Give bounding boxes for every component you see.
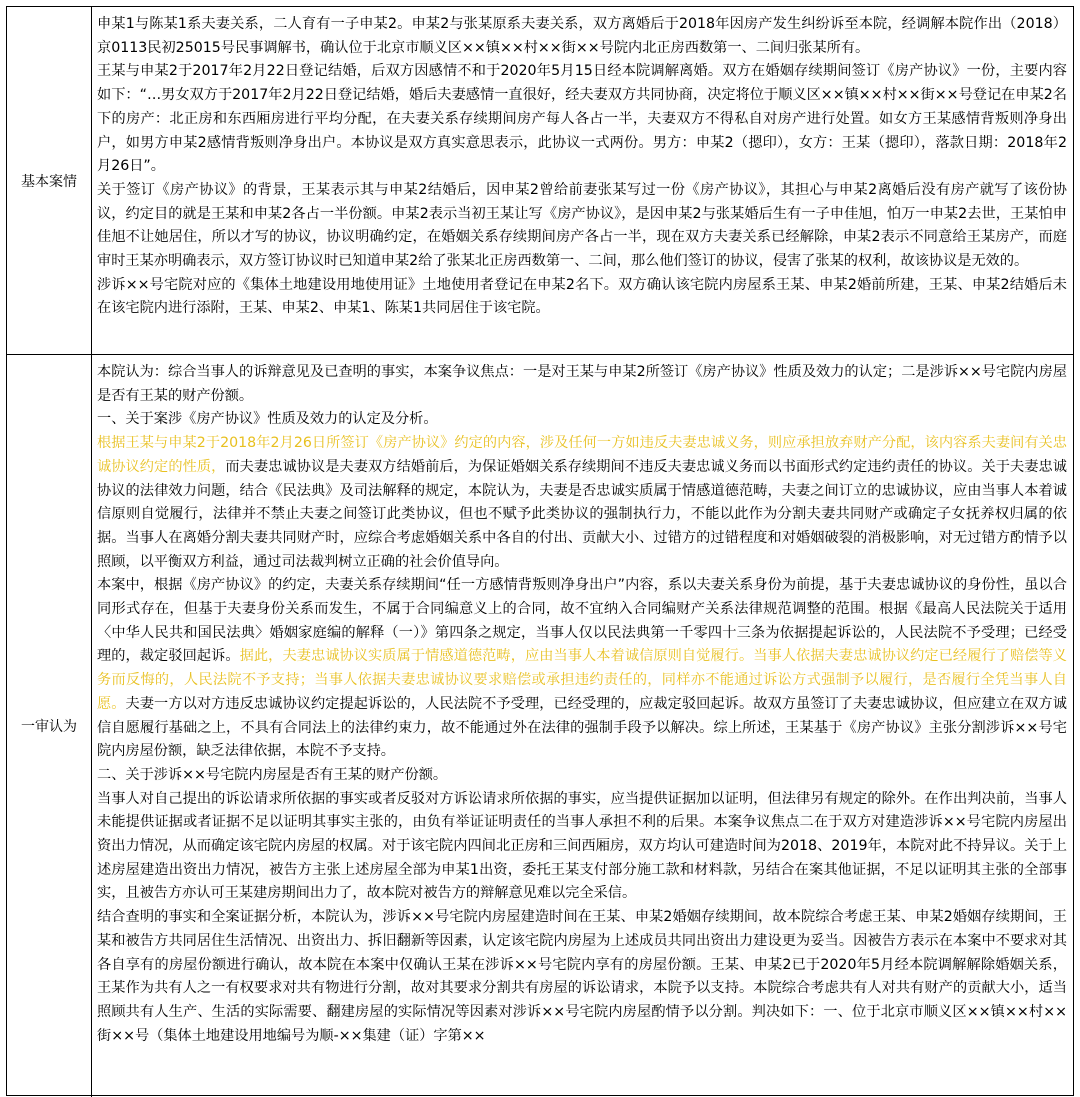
basic-facts-row: [7, 7, 1073, 355]
first-instance-row: [7, 355, 1073, 1097]
highlighted-text: 据此，夫妻忠诚协议实质属于情感道德范畴，应由当事人本着诚信原则自觉履行。当事人依据夫妻忠诚协议约定已经履行了赔偿等义务而反悔的，人民法院不予支持；当事人依据夫妻忠诚协议要求赔偿或承担违约责任的，同样亦不能通过诉讼方式强制予以履行，是否履行全凭当事人自愿。: [97, 648, 1067, 712]
opinion-paragraph-4: [97, 574, 1067, 764]
first-instance-content: [92, 355, 1073, 1048]
basic-facts-label: 基本案情: [7, 7, 92, 354]
opinion-heading-1: 一、关于案涉《房产协议》性质及效力的认定及分析。: [97, 411, 438, 428]
facts-paragraph-3: 关于签订《房产协议》的背景，王某表示其与申某2结婚后，因申某2曾给前妻张某写过一份《房产协议》，其担心与申某2离婚后没有房产就写了该份协议，约定目的就是王某和申某2各占一半份额。申某2表示当初王某让写《房产协议》，是因申某2与张某婚后生有一子申佳旭，怕万一申某2去世，王某怕申佳旭不让她居住，所以才写的协议，协议明确约定，在婚姻关系存续期间房产各占一半，现在双方夫妻关系已经解除，申某2表示不同意给王某房产，而庭审时王某亦明确表示，双方签订协议时已知道申某2给了张某北正房西数第一、二间，那么他们签订的协议，侵害了张某的权利，故该协议是无效的。: [97, 181, 1067, 270]
opinion-heading-2: 二、关于涉诉××号宅院内房屋是否有王某的财产份额。: [97, 766, 448, 783]
paragraph-text: 夫妻一方以对方违反忠诚协议约定提起诉讼的，人民法院不予受理，已经受理的，应裁定驳回起诉。故双方虽签订了夫妻忠诚协议，但应建立在双方诚信自愿履行基础之上，不具有合同法上的法律约束力，故不能通过外在法律的强制手段予以解决。综上所述，王某基于《房产协议》主张分割涉诉××号宅院内房屋份额，缺乏法律依据，本院不予支持。: [97, 695, 1067, 760]
basic-facts-content: [92, 7, 1073, 321]
opinion-paragraph-7: 结合查明的事实和全案证据分析，本院认为，涉诉××号宅院内房屋建造时间在王某、申某2婚姻存续期间，故本院综合考虑王某、申某2婚姻存续期间，王某和被告方共同居住生活情况、出资出力、拆旧翻新等因素，认定该宅院内房屋为上述成员共同出资出力建设更为妥当。因被告方表示在本案中不要求对其各自享有的房屋份额进行确认，故本院在本案中仅确认王某在涉诉××号宅院内享有的房屋份额。王某、申某2已于2020年5月经本院调解解除婚姻关系，王某作为共有人之一有权要求对共有物进行分割，故对其要求分割共有房屋的诉讼请求，本院予以支持。本院综合考虑共有人对共有财产的贡献大小，适当照顾共有人生产、生活的实际需要、翻建房屋的实际情况等因素对涉诉××号宅院内房屋酌情予以分割。判决如下：一、位于北京市顺义区××镇××村××街××号（集体土地建设用地编号为顺-××集建（证）字第××: [97, 909, 1067, 1044]
opinion-paragraph-6: 当事人对自己提出的诉讼请求所依据的事实或者反驳对方诉讼请求所依据的事实，应当提供证据加以证明，但法律另有规定的除外。在作出判决前，当事人未能提供证据或者证据不足以证明其事实主张的，由负有举证证明责任的当事人承担不利的后果。本案争议焦点二在于双方对建造涉诉××号宅院内房屋出资出力情况，从而确定该宅院内房屋的权属。对于该宅院内四间北正房和三间西厢房，双方均认可建造时间为2018、2019年，本院对此不持异议。关于上述房屋建造出资出力情况，被告方主张上述房屋全部为申某1出资，委托王某支付部分施工款和材料款，另结合在案其他证据，不足以证明其主张的全部事实，且被告方亦认可王某建房期间出力了，故本院对被告方的辩解意见难以完全采信。: [97, 790, 1067, 902]
paragraph-text: 而夫妻忠诚协议是夫妻双方结婚前后，为保证婚姻关系存续期间不违反夫妻忠诚义务而以书面形式约定违约责任的协议。关于夫妻忠诚协议的法律效力问题，结合《民法典》及司法解释的规定，本院认为，夫妻是否忠诚实质属于情感道德范畴，夫妻之间订立的忠诚协议，应由当事人本着诚信原则自觉履行，法律并不禁止夫妻之间签订此类协议，但也不赋予此类协议的强制执行力，不能以此作为分割夫妻共同财产或确定子女抚养权归属的依据。当事人在离婚分割夫妻共同财产时，应综合考虑婚姻关系中各自的付出、贡献大小、过错方的过错程度和对婚姻破裂的消极影响，对无过错方酌情予以照顾，以平衡双方利益，通过司法裁判树立正确的社会价值导向。: [97, 458, 1067, 570]
opinion-paragraph-1: 本院认为：综合当事人的诉辩意见及已查明的事实，本案争议焦点：一是对王某与申某2所签订《房产协议》性质及效力的认定；二是涉诉××号宅院内房屋是否有王某的财产份额。: [97, 364, 1067, 404]
highlighted-text: 根据王某与申某2于2018年2月26日所签订《房产协议》约定的内容，涉及任何一方如违反夫妻忠诚义务，则应承担放弃财产分配，该内容系夫妻间有关忠诚协议约定的性质，: [97, 435, 1067, 475]
facts-paragraph-2: 王某与申某2于2017年2月22日登记结婚，后双方因感情不和于2020年5月15日经本院调解离婚。双方在婚姻存续期间签订《房产协议》一份，主要内容如下：“…男女双方于2017年2月22日登记结婚，婚后夫妻感情一直很好，经夫妻双方共同协商，决定将位于顺义区××镇××村××街××号登记在申某2名下的房产：北正房和东西厢房进行平均分配，在夫妻关系存续期间房产每人各占一半，夫妻双方不得私自对房产进行处置。如女方王某感情背叛则净身出户，如男方申某2感情背叛则净身出户。本协议是双方真实意思表示，此协议一式两份。男方：申某2（摁印），女方：王某（摁印），落款日期：2018年2月26日”。: [97, 63, 1067, 175]
first-instance-label: 一审认为: [7, 355, 92, 1097]
facts-paragraph-1: 申某1与陈某1系夫妻关系，二人育有一子申某2。申某2与张某原系夫妻关系，双方离婚后于2018年因房产发生纠纷诉至本院，经调解本院作出（2018）京0113民初25015号民事调解书，确认位于北京市顺义区××镇××村××街××号院内北正房西数第一、二间归张某所有。: [97, 16, 1067, 56]
opinion-paragraph-3: [97, 432, 1067, 574]
case-table: [6, 6, 1074, 1096]
paragraph-text: 本案中，根据《房产协议》的约定，夫妻关系存续期间“任一方感情背叛则净身出户”内容，系以夫妻关系身份为前提，基于夫妻忠诚协议的身份性，虽以合同形式存在，但基于夫妻身份关系而发生，不属于合同编意义上的合同，故不宜纳入合同编财产关系法律规范调整的范围。根据《最高人民法院关于适用〈中华人民共和国民法典〉婚姻家庭编的解释（一）》第四条之规定，当事人仅以民法典第一千零四十三条为依据提起诉讼的，人民法院不予受理；已经受理的，裁定驳回起诉。: [97, 577, 1067, 665]
facts-paragraph-4: 涉诉××号宅院对应的《集体土地建设用地使用证》土地使用者登记在申某2名下。双方确认该宅院内房屋系王某、申某2婚前所建，王某、申某2结婚后未在该宅院内进行添附，王某、申某2、申某1、陈某1共同居住于该宅院。: [97, 276, 1067, 317]
